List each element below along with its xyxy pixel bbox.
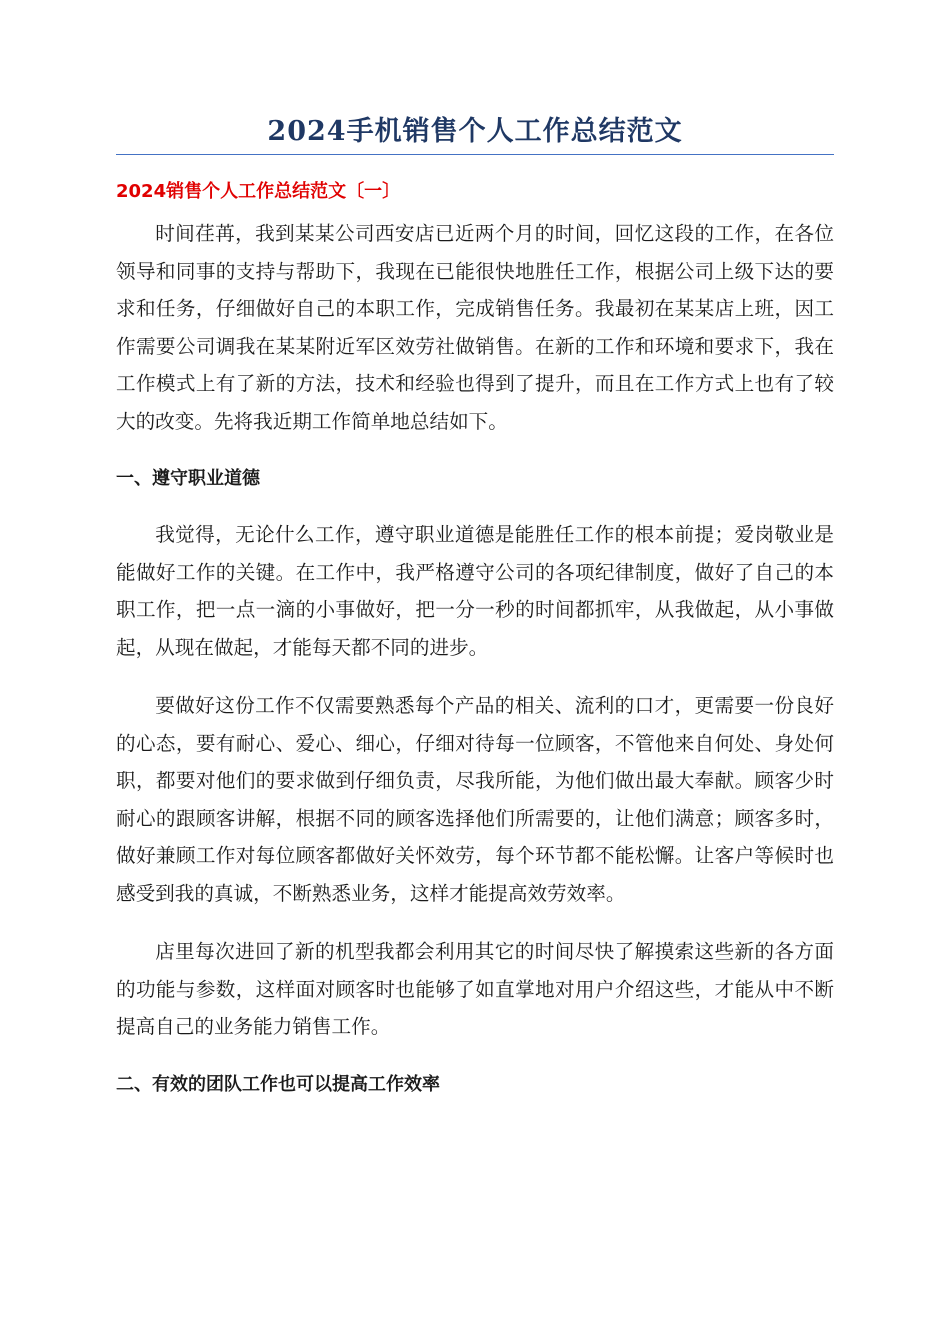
section1-paragraph-1: 我觉得，无论什么工作，遵守职业道德是能胜任工作的根本前提；爱岗敬业是能做好工作的关键。在工作中，我严格遵守公司的各项纪律制度，做好了自己的本职工作，把一点一滴的小事做好，把一分一秒的时间都抓牢，从我做起，从小事做起，从现在做起，才能每天都不同的进步。 [116,523,834,659]
document-page [116,112,834,1122]
document-subtitle: 2024销售个人工作总结范文〔一〕 [116,181,401,202]
document-title: 2024手机销售个人工作总结范文 [116,112,834,155]
section-heading-1: 一、遵守职业道德 [116,468,260,489]
section1-paragraph-2: 要做好这份工作不仅需要熟悉每个产品的相关、流利的口才，更需要一份良好的心态，要有耐心、爱心、细心，仔细对待每一位顾客，不管他来自何处、身处何职，都要对他们的要求做到仔细负责，尽我所能，为他们做出最大奉献。顾客少时耐心的跟顾客讲解，根据不同的顾客选择他们所需要的，让他们满意；顾客多时，做好兼顾工作对每位顾客都做好关怀效劳，每个环节都不能松懈。让客户等候时也感受到我的真诚，不断熟悉业务，这样才能提高效劳效率。 [116,694,834,905]
section-heading-2: 二、有效的团队工作也可以提高工作效率 [116,1073,440,1095]
section1-paragraph-3: 店里每次进回了新的机型我都会利用其它的时间尽快了解摸索这些新的各方面的功能与参数，这样面对顾客时也能够了如直掌地对用户介绍这些，才能从中不断提高自己的业务能力销售工作。 [116,940,834,1038]
intro-paragraph: 时间荏苒，我到某某公司西安店已近两个月的时间，回忆这段的工作，在各位领导和同事的支持与帮助下，我现在已能很快地胜任工作，根据公司上级下达的要求和任务，仔细做好自己的本职工作，完成销售任务。我最初在某某店上班，因工作需要公司调我在某某附近军区效劳社做销售。在新的工作和环境和要求下，我在工作模式上有了新的方法，技术和经验也得到了提升，而且在工作方式上也有了较大的改变。先将我近期工作简单地总结如下。 [116,222,834,433]
